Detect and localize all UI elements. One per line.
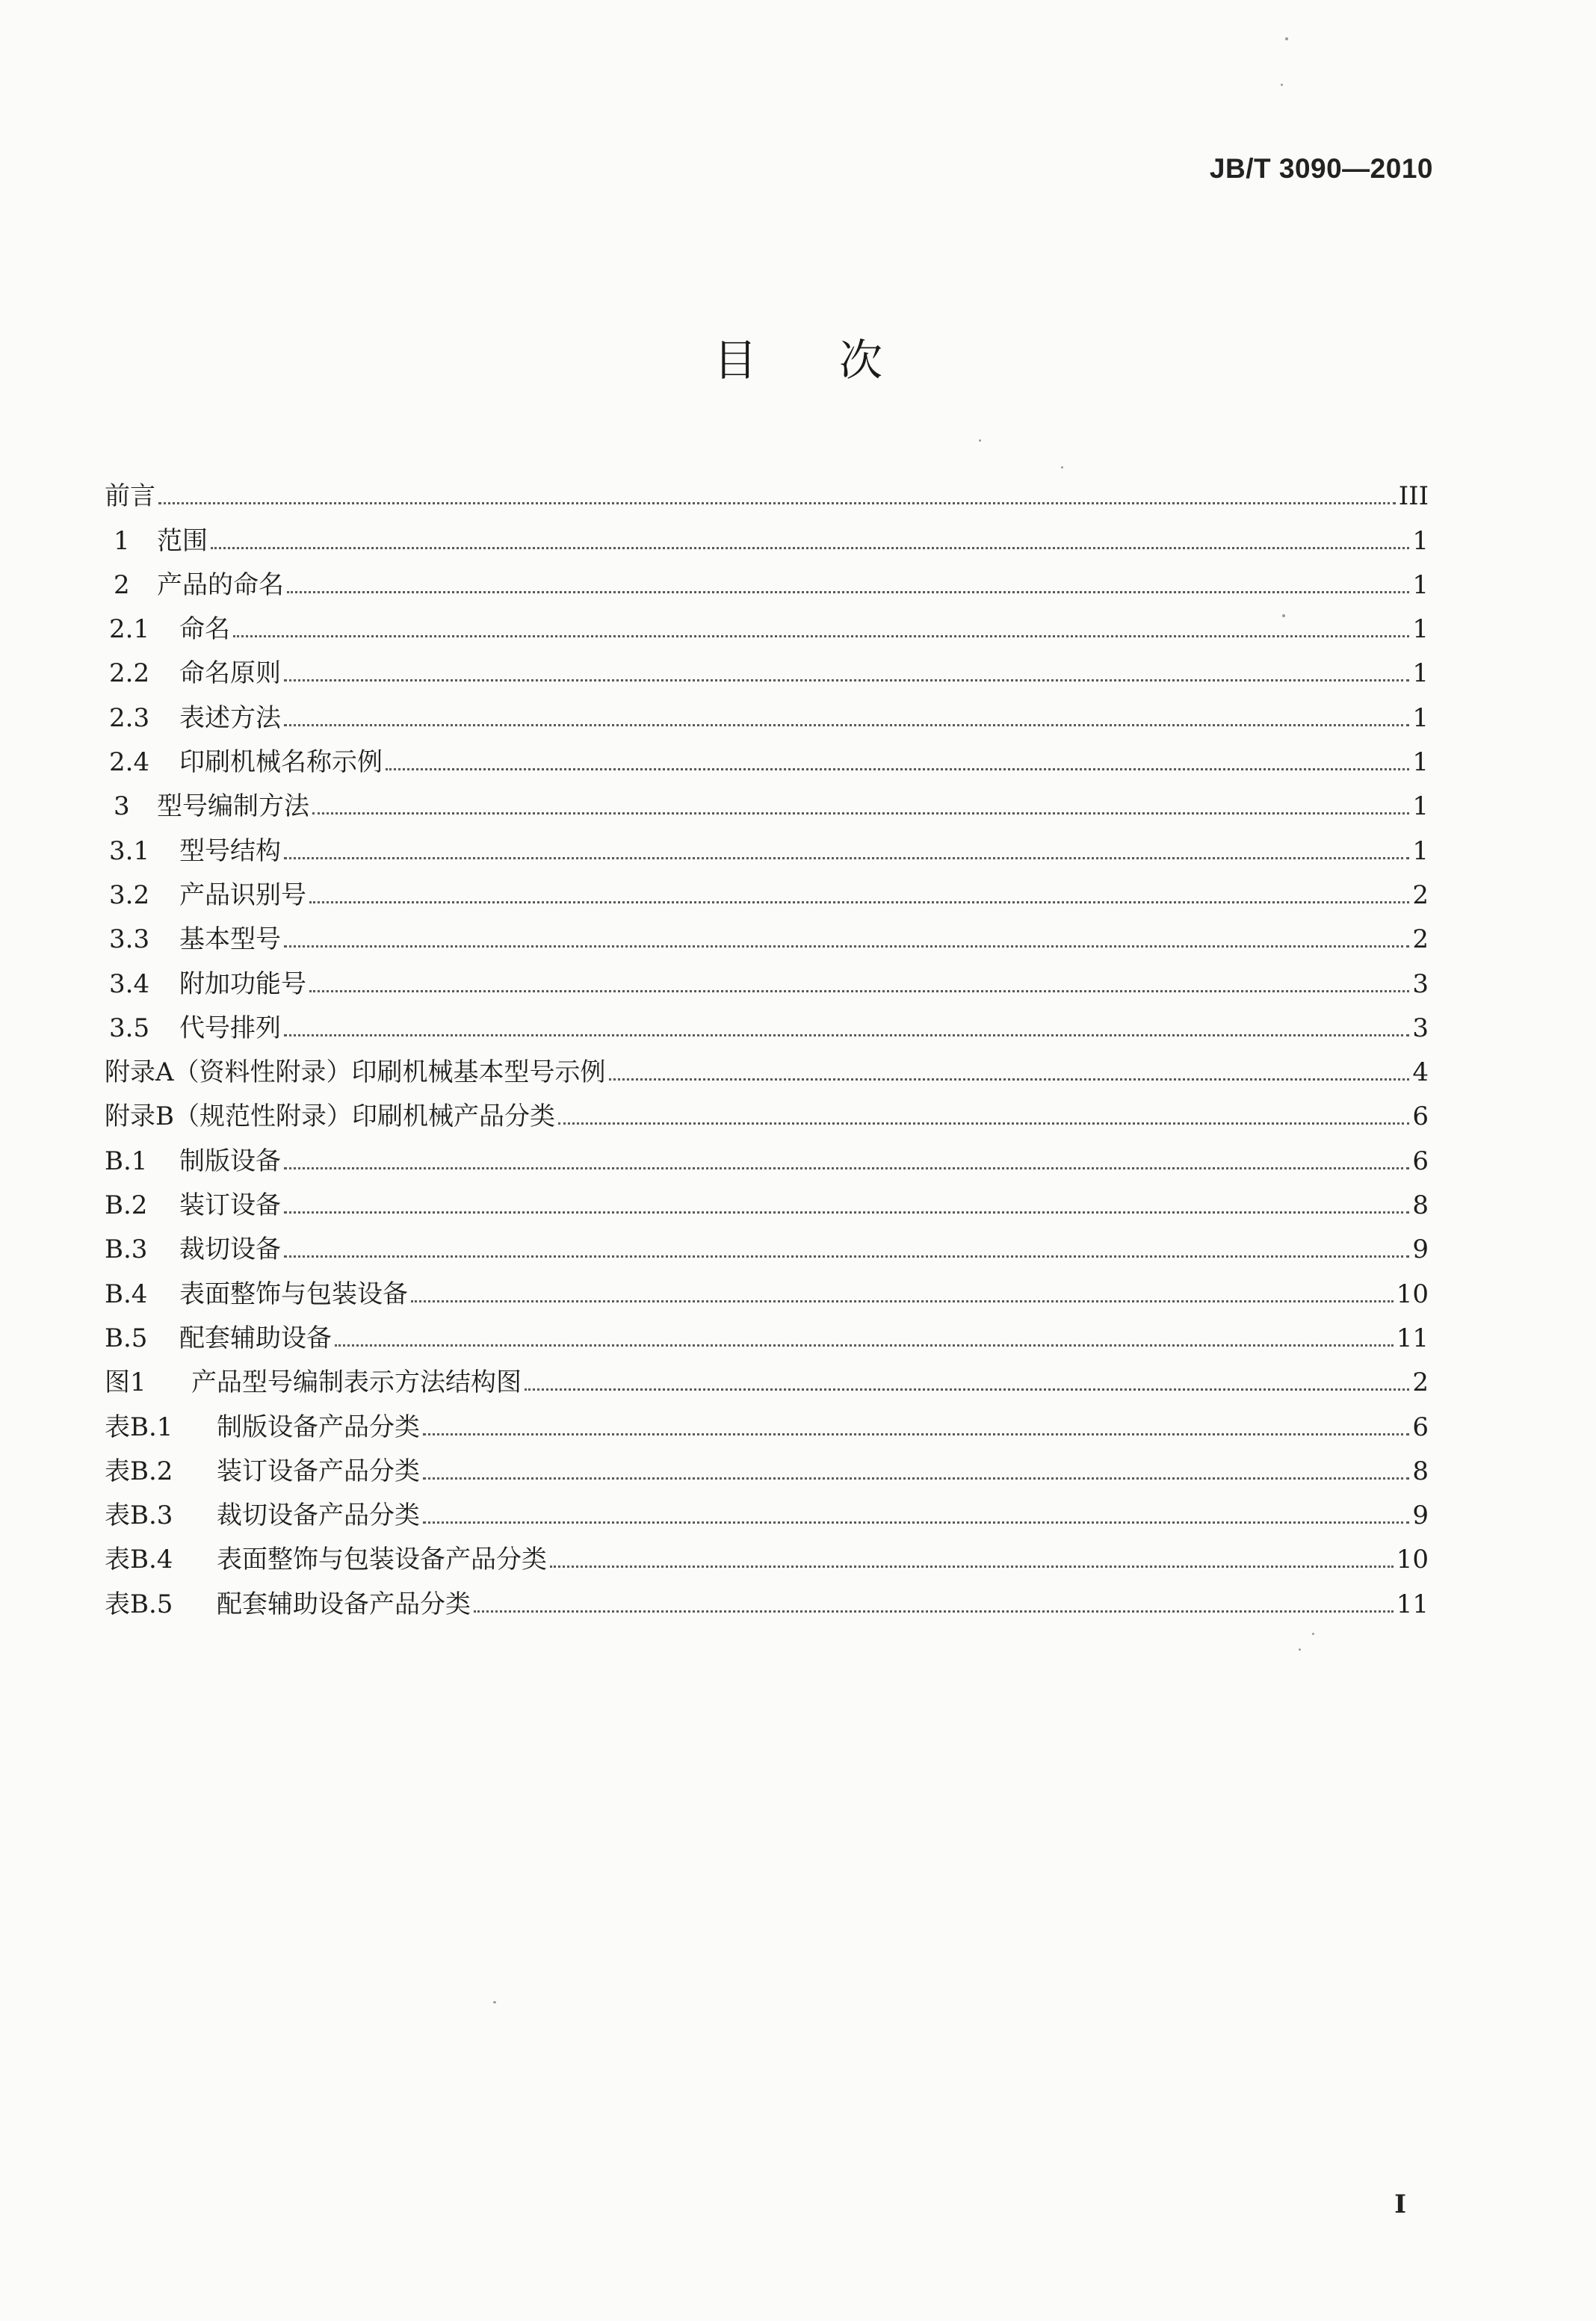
toc-entry [105,910,1429,954]
dot-leader [284,679,1409,682]
toc-entry-number: 1 [114,525,130,556]
toc-entry-title: 型号编制方法 [157,791,309,822]
scan-speck [1282,614,1285,617]
toc-entry-number: 图1 [105,1367,146,1398]
toc-entry [105,954,1429,998]
page-folio: I [1394,2189,1406,2219]
toc-entry-title: 前言 [105,481,155,512]
toc-entry-title: 配套辅助设备产品分类 [217,1589,471,1619]
dot-leader [284,945,1409,948]
toc-entry [105,1131,1429,1175]
toc-entry-number: 表B.1 [105,1412,173,1442]
toc-entry-number: 表B.4 [105,1545,173,1575]
toc-entry-title: 印刷机械名称示例 [179,747,383,778]
toc-entry [105,1530,1429,1574]
dot-leader [312,812,1409,815]
toc-entry-page: III [1398,481,1429,512]
toc-entry [105,556,1429,600]
toc-entry-page: 8 [1412,1456,1429,1486]
toc-entry [105,688,1429,732]
toc-entry-title: 产品型号编制表示方法结构图 [191,1367,522,1398]
toc-entry-number: 2.4 [109,747,150,778]
dot-leader [284,1211,1409,1214]
toc-entry-number: 2.2 [109,658,150,689]
dot-leader [335,1344,1394,1347]
toc-entry-title: 表面整饰与包装设备产品分类 [217,1545,547,1575]
scan-speck [1061,466,1063,469]
toc-entry-number: 表B.2 [105,1456,173,1486]
dot-leader [309,901,1409,903]
toc-entry-title: 产品识别号 [179,880,306,910]
toc-entry-number: B.3 [105,1234,148,1265]
toc-entry-page: 11 [1396,1323,1429,1353]
toc-entry-number: 2.3 [109,702,150,733]
toc-entry-number: B.1 [105,1146,148,1176]
toc-entry-title: 基本型号 [179,924,281,955]
toc-entry-page: 9 [1412,1234,1429,1265]
toc-entry-title: 制版设备 [179,1146,281,1176]
toc-entry-page: 1 [1412,702,1429,733]
table-of-contents [105,467,1429,1619]
scan-speck [1285,37,1288,40]
dot-leader [211,547,1409,549]
scan-speck [1312,1633,1314,1635]
toc-entry-page: 1 [1412,525,1429,556]
dot-leader [423,1477,1409,1480]
dot-leader [474,1610,1394,1613]
dot-leader [525,1388,1409,1391]
document-code: JB/T 3090—2010 [1209,153,1433,184]
toc-entry-page: 9 [1412,1501,1429,1531]
toc-entry-number: 表B.3 [105,1501,173,1531]
toc-entry-page: 1 [1412,614,1429,645]
toc-entry-page: 2 [1412,1367,1429,1398]
dot-leader [284,1167,1409,1169]
toc-entry-page: 1 [1412,791,1429,822]
toc-entry [105,1264,1429,1308]
toc-entry-title: 型号结构 [179,835,281,866]
toc-entry-page: 4 [1412,1057,1429,1088]
toc-entry-title: 制版设备产品分类 [217,1412,420,1442]
dot-leader [558,1122,1409,1125]
toc-entry-page: 10 [1396,1279,1429,1309]
toc-entry [105,644,1429,688]
dot-leader [423,1433,1409,1435]
dot-leader [386,768,1409,770]
toc-entry-number: 3.2 [109,880,150,910]
toc-entry-title: 附加功能号 [179,968,306,999]
dot-leader [233,635,1409,637]
toc-entry-number: 3.1 [109,835,150,866]
dot-leader [284,857,1409,859]
toc-entry-title: 装订设备产品分类 [217,1456,420,1486]
dot-leader [411,1300,1394,1302]
toc-entry [105,777,1429,821]
toc-entry-title: 范围 [157,525,208,556]
toc-entry-page: 6 [1412,1412,1429,1442]
scan-speck [979,439,981,442]
dot-leader [284,1034,1409,1036]
scan-speck [1281,84,1283,86]
toc-entry-page: 1 [1412,658,1429,689]
toc-entry-number: 3 [114,791,130,822]
toc-entry-title: 裁切设备 [179,1234,281,1265]
toc-entry-title: 表面整饰与包装设备 [179,1279,408,1309]
toc-entry [105,1486,1429,1530]
dot-leader [158,502,1396,504]
scan-speck [493,2001,496,2003]
toc-entry-page: 1 [1412,835,1429,866]
toc-entry [105,1309,1429,1353]
toc-entry [105,999,1429,1043]
toc-entry-title: 附录B（规范性附录）印刷机械产品分类 [105,1101,555,1132]
toc-entry-number: B.4 [105,1279,148,1309]
toc-entry [105,1176,1429,1220]
toc-entry-title: 装订设备 [179,1190,281,1221]
toc-entry [105,1043,1429,1087]
toc-entry-title: 附录A（资料性附录）印刷机械基本型号示例 [105,1057,606,1088]
toc-entry-page: 6 [1412,1101,1429,1132]
toc-entry-title: 命名 [179,614,230,645]
toc-entry-page: 1 [1412,747,1429,778]
toc-entry-page: 10 [1396,1545,1429,1575]
dot-leader [284,724,1409,726]
toc-entry [105,600,1429,644]
toc-entry-number: B.2 [105,1190,148,1221]
toc-entry-number: 3.4 [109,968,150,999]
toc-entry-title: 裁切设备产品分类 [217,1501,420,1531]
dot-leader [287,591,1409,593]
toc-entry-title: 代号排列 [179,1013,281,1043]
toc-entry-number: 3.3 [109,924,150,955]
scan-speck [1299,1648,1301,1651]
toc-entry-page: 3 [1412,1013,1429,1043]
toc-entry [105,511,1429,555]
toc-entry-number: 3.5 [109,1013,150,1043]
toc-entry [105,866,1429,910]
dot-leader [609,1078,1410,1081]
toc-entry-page: 2 [1412,880,1429,910]
toc-entry-number: 2 [114,569,130,600]
toc-entry-title: 表述方法 [179,702,281,733]
dot-leader [423,1521,1409,1524]
toc-entry-title: 产品的命名 [157,569,284,600]
toc-entry-page: 3 [1412,968,1429,999]
toc-entry [105,467,1429,511]
toc-entry [105,821,1429,865]
toc-entry-page: 2 [1412,924,1429,955]
toc-entry [105,1220,1429,1264]
toc-entry [105,1574,1429,1619]
toc-entry-number: B.5 [105,1323,148,1353]
toc-entry-number: 2.1 [109,614,150,645]
toc-entry [105,733,1429,777]
page-title: 目次 [713,335,965,386]
toc-entry-page: 1 [1412,569,1429,600]
toc-entry-page: 11 [1396,1589,1429,1619]
toc-entry-title: 配套辅助设备 [179,1323,332,1353]
toc-entry-title: 命名原则 [179,658,281,689]
dot-leader [550,1566,1394,1568]
toc-entry-page: 6 [1412,1146,1429,1176]
toc-entry-page: 8 [1412,1190,1429,1221]
dot-leader [284,1255,1409,1258]
dot-leader [309,990,1409,992]
toc-entry-number: 表B.5 [105,1589,173,1619]
toc-entry [105,1397,1429,1441]
toc-entry [105,1087,1429,1131]
toc-entry [105,1442,1429,1486]
toc-entry [105,1353,1429,1397]
